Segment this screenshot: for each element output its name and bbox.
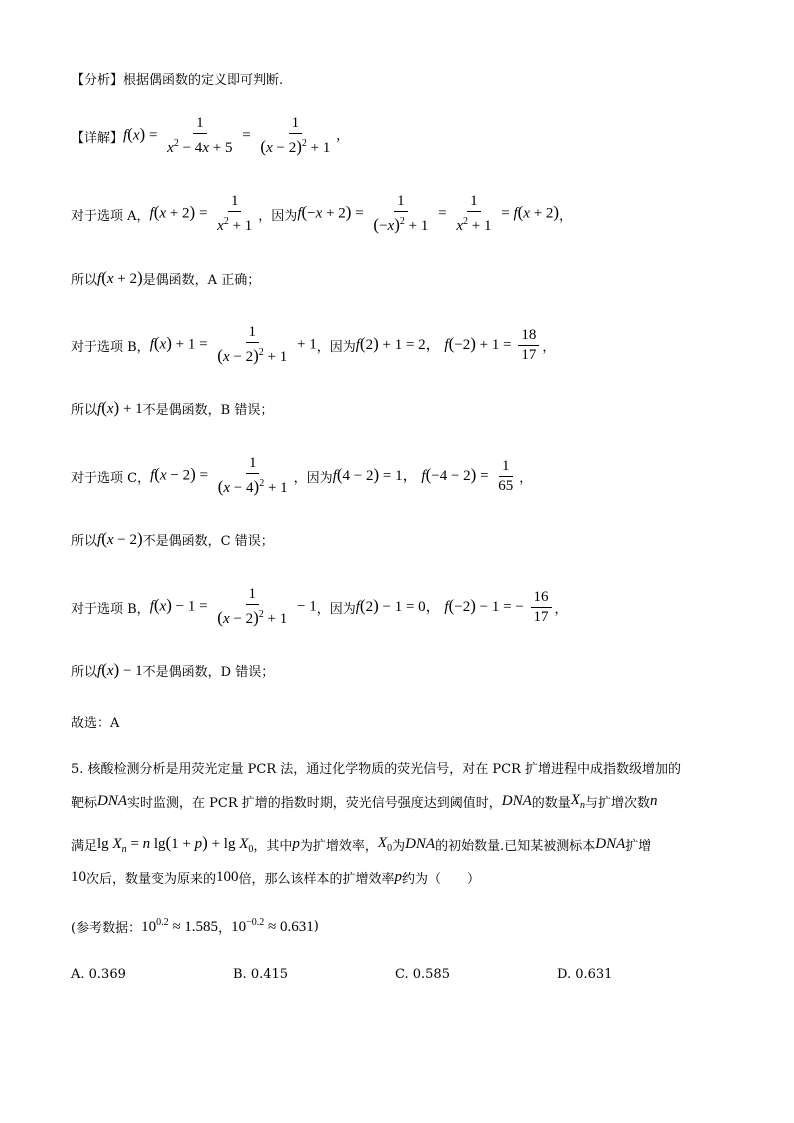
option-a-prefix: 对于选项 A，	[71, 208, 150, 224]
q5-choices	[71, 967, 734, 982]
conclusion-c	[71, 529, 734, 549]
formula-a2: f(−x + 2) = $\frac{1}{(-x)^2 + 1}$ = $\frac{1}{x^2 + 1}$ = f(x + 2)	[297, 193, 560, 234]
option-d-line	[71, 586, 734, 628]
dna-3: DNA	[405, 835, 436, 852]
option-c-end: ，	[519, 470, 533, 486]
option-d-end: ，	[554, 601, 568, 617]
ref-mid: ，	[218, 921, 232, 936]
conc-d-post: 不是偶函数，D 错误；	[142, 664, 275, 680]
choice-d[interactable]: D. 0.631	[557, 967, 613, 982]
formula-b2: f(2) + 1 = 2， f(−2) + 1 = $\frac{18}{17}$	[356, 327, 543, 364]
conc-b-post: 不是偶函数，B 错误；	[142, 402, 274, 418]
q5-line3	[71, 833, 734, 855]
q5-l3d: 为	[392, 838, 406, 854]
formula-c1: f(x − 2) = $\frac{1}{(x - 4)^2 + 1}$	[150, 455, 288, 496]
q5-l3b: ，其中	[253, 838, 293, 854]
formula-d1: f(x) − 1 = $\frac{1}{(x - 2)^2 + 1}$ − 1	[149, 586, 317, 627]
detail-line	[71, 115, 734, 157]
option-b-mid: ，因为	[316, 339, 356, 355]
q5-l2a: 靶标	[71, 796, 98, 811]
option-b-line	[71, 324, 734, 366]
ref-post: )	[313, 919, 319, 934]
q5-l3a: 满足	[71, 838, 98, 854]
formula-b1: f(x) + 1 = $\frac{1}{(x - 2)^2 + 1}$ + 1	[149, 324, 317, 365]
choice-c[interactable]: C. 0.585	[395, 967, 450, 982]
n-var: n	[649, 793, 658, 809]
q5-l4b: 倍，那么该样本的扩增效率	[238, 872, 395, 887]
conclusion-a	[71, 268, 734, 288]
option-d-prefix: 对于选项 B，	[71, 601, 150, 617]
formula-b3: f(x) + 1	[97, 398, 143, 417]
q5-l4c: 约为（ ）	[402, 872, 481, 887]
conclusion-d	[71, 660, 734, 680]
analysis-line	[71, 69, 734, 88]
option-c-line	[71, 455, 734, 497]
q5-l2d: 与扩增次数	[584, 796, 650, 811]
ref-2: $10^{-0.2} \approx 0.631$	[231, 917, 314, 935]
formula-c3: f(x − 2)	[97, 529, 143, 548]
dna-4: DNA	[595, 835, 626, 852]
option-c-prefix: 对于选项 C，	[71, 470, 151, 486]
analysis-text: 根据偶函数的定义即可判断.	[123, 73, 284, 88]
p-var-1: p	[292, 835, 300, 852]
option-c-mid: ，因为	[293, 470, 333, 486]
xn-1: $X_n$	[570, 792, 585, 811]
conc-b-pre: 所以	[71, 402, 98, 418]
ref-1: $10^{0.2} \approx 1.585$	[141, 917, 219, 935]
choice-b[interactable]: B. 0.415	[233, 967, 289, 982]
conc-a-post: 是偶函数，A 正确；	[142, 272, 261, 288]
q5-line1: 5. 核酸检测分析是用荧光定量 PCR 法，通过化学物质的荧光信号，对在 PCR 扩增进程中成指数级增加的	[71, 762, 682, 777]
conc-c-pre: 所以	[71, 533, 98, 549]
num-10: 10	[71, 869, 86, 885]
q5-reference	[71, 917, 734, 936]
q5-l3f: 扩增	[625, 838, 652, 854]
q5-l2b: 实时监测，在 PCR 扩增的指数时期，荧光信号强度达到阈值时，	[127, 796, 502, 811]
formula-d3: f(x) − 1	[97, 660, 143, 679]
option-a-end: ，	[559, 208, 573, 224]
formula-lg: $\lg X_n = n$ $\lg(1 + p) + \lg X_0$	[97, 833, 254, 855]
option-d-mid: ，因为	[316, 601, 356, 617]
option-b-end: ，	[542, 339, 556, 355]
q5-line2	[71, 792, 734, 811]
choice-a[interactable]: A. 0.369	[71, 967, 126, 982]
conc-a-pre: 所以	[71, 272, 98, 288]
dna-2: DNA	[501, 793, 532, 809]
formula-a1: f(x + 2) = $\frac{1}{x^2 + 1}$	[149, 193, 253, 234]
detail-label: 【详解】	[71, 130, 124, 146]
formula-def: f(x) = $\frac{1}{x^2 - 4x + 5}$ = $\frac{1}{(x - 2)^2 + 1}$ ,	[123, 115, 341, 156]
dna-1: DNA	[97, 793, 128, 809]
conc-d-pre: 所以	[71, 664, 98, 680]
formula-a3: f(x + 2)	[97, 268, 143, 287]
conclusion-b	[71, 398, 734, 418]
ref-pre: (参考数据：	[71, 921, 142, 936]
conc-c-post: 不是偶函数，C 错误；	[142, 533, 274, 549]
num-100: 100	[216, 869, 239, 885]
analysis-label: 【分析】	[71, 73, 124, 88]
option-a-line	[71, 193, 734, 235]
x0-var: $X_0$	[377, 834, 393, 854]
q5-l3e: 的初始数量.已知某被测标本	[435, 838, 596, 854]
formula-c2: f(4 − 2) = 1， f(−4 − 2) = $\frac{1}{65}$	[332, 457, 514, 494]
q5-l3c: 为扩增效率，	[299, 838, 378, 854]
option-b-prefix: 对于选项 B，	[71, 339, 150, 355]
q5-line4	[71, 868, 734, 887]
option-a-mid: ，因为	[258, 208, 298, 224]
formula-d2: f(2) − 1 = 0， f(−2) − 1 = − $\frac{16}{17}$	[356, 589, 555, 626]
answer-line: 故选：A	[71, 716, 120, 731]
q5-l4a: 次后，数量变为原来的	[86, 872, 217, 887]
p-var-2: p	[394, 869, 403, 885]
q5-l2c: 的数量	[531, 796, 571, 811]
